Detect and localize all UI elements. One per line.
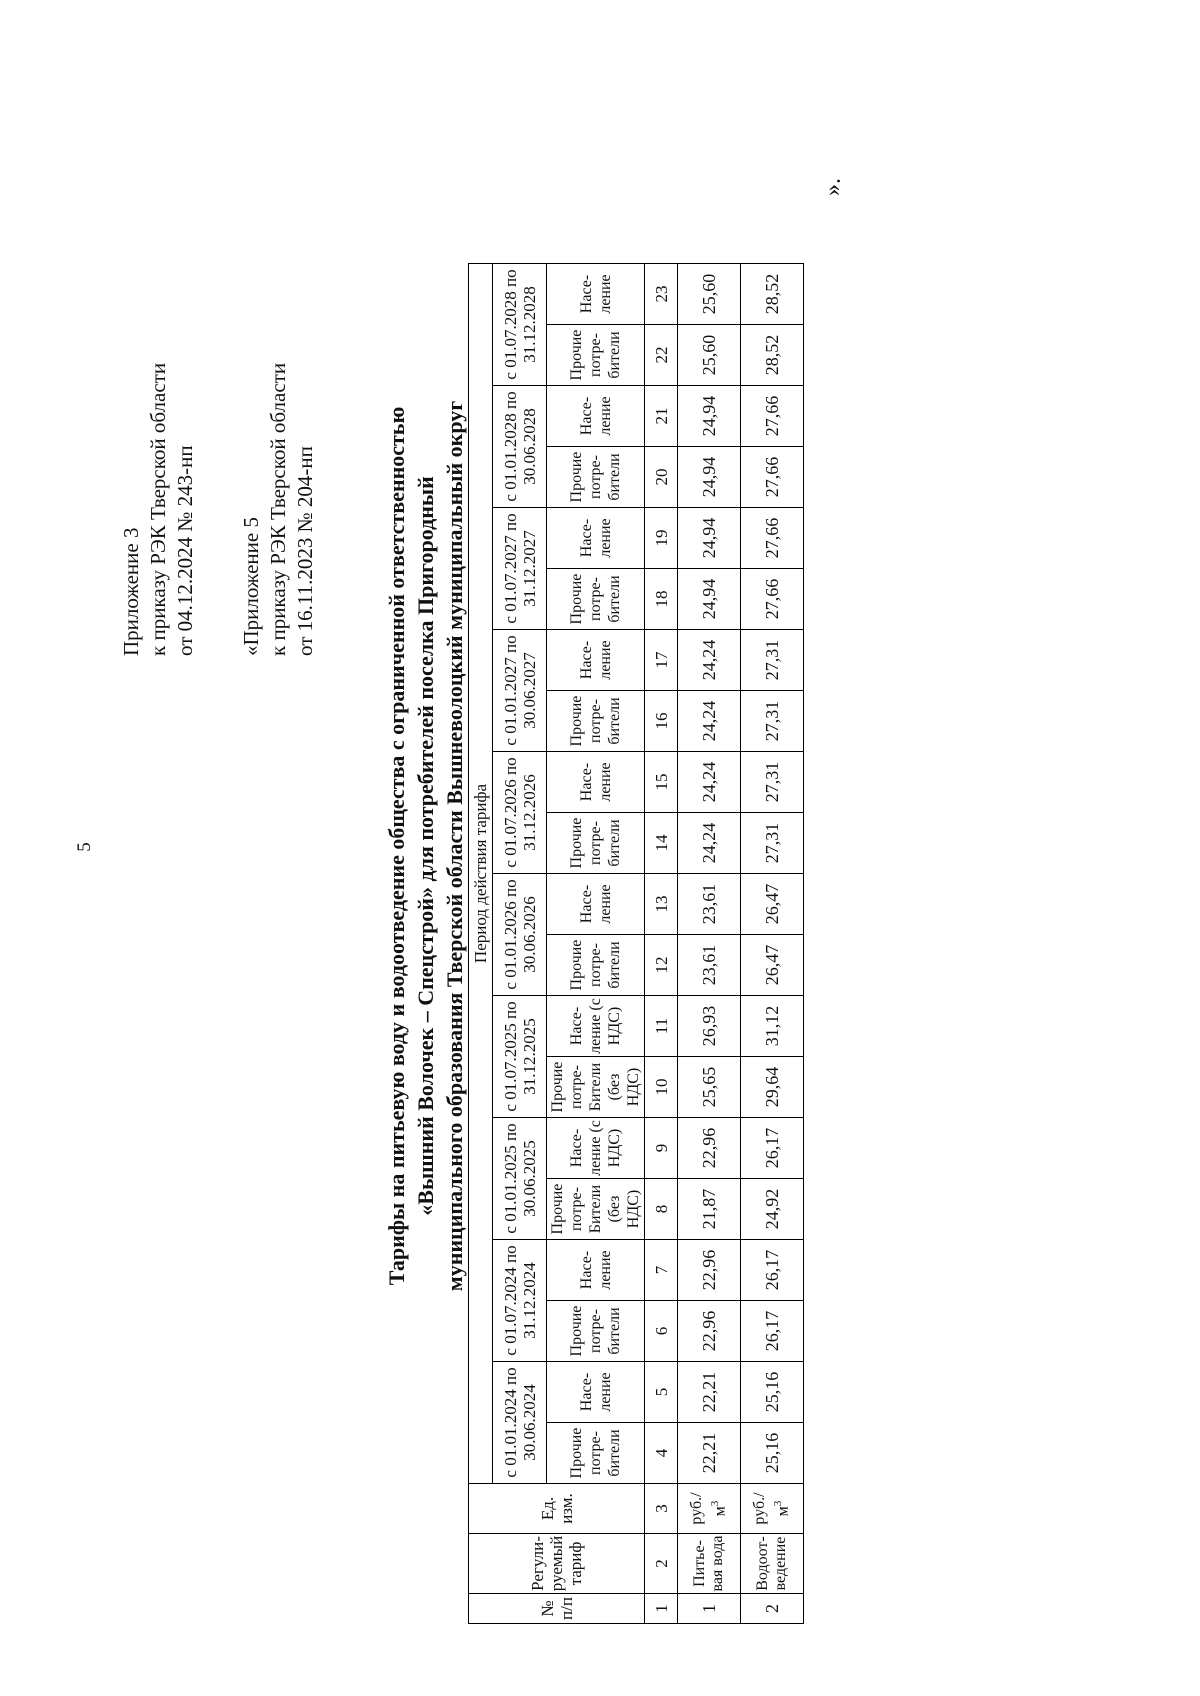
category-other: Прочие потре-бители	[547, 935, 645, 996]
title-line-2: «Вышний Волочек – Спецстрой» для потребителей поселка Пригородный	[413, 476, 438, 1216]
period-cell: с 01.01.2026 по 30.06.2026	[493, 874, 547, 996]
header-period: Период действия тарифа	[469, 264, 493, 1484]
table-row	[678, 264, 741, 1624]
header-unit: Ед. изм.	[469, 1484, 645, 1534]
category-other: Прочие потре-бители	[547, 813, 645, 874]
tariff-value-cell: 28,52	[741, 325, 804, 386]
tariff-value-cell: 26,47	[741, 935, 804, 996]
annex-new-line-3: от 04.12.2024 № 243-нп	[173, 445, 197, 656]
tariff-value-cell: 24,94	[678, 508, 741, 569]
column-number-cell: 4	[645, 1423, 678, 1484]
category-other: Прочие потре-бители	[547, 691, 645, 752]
tariff-value-cell: 25,60	[678, 325, 741, 386]
category-other: Прочие потре-бители	[547, 325, 645, 386]
category-other: Прочие потре-бители	[547, 1301, 645, 1362]
row-unit-superscript: 3	[709, 1500, 722, 1507]
column-number-cell: 8	[645, 1179, 678, 1240]
title-line-1: Тарифы на питьевую воду и водоотведение общества с ограниченной ответственностью	[384, 406, 409, 1286]
tariff-value-cell: 24,24	[678, 630, 741, 691]
row-tariff-name: Водоот-ведение	[741, 1534, 804, 1594]
period-cell: с 01.07.2027 по 31.12.2027	[493, 508, 547, 630]
tariff-value-cell: 27,31	[741, 691, 804, 752]
period-cell: с 01.07.2024 по 31.12.2024	[493, 1240, 547, 1362]
category-population: Насе-ление	[547, 508, 645, 569]
tariff-table	[468, 263, 804, 1624]
tariff-value-cell: 27,31	[741, 813, 804, 874]
tariff-value-cell: 27,66	[741, 386, 804, 447]
document-title	[382, 146, 469, 1546]
annex-block-new	[118, 363, 199, 656]
period-cell: с 01.01.2027 по 30.06.2027	[493, 630, 547, 752]
row-unit-superscript: 3	[772, 1500, 785, 1507]
tariff-value-cell: 29,64	[741, 1057, 804, 1118]
category-other-no-vat: Прочие потре-Бители (без НДС)	[547, 1057, 645, 1118]
column-number-row	[645, 264, 678, 1624]
column-number-cell: 13	[645, 874, 678, 935]
tariff-value-cell: 27,66	[741, 569, 804, 630]
annex-new-line-2: к приказу РЭК Тверской области	[146, 362, 170, 656]
row-number: 2	[741, 1594, 804, 1624]
page-number: 5	[73, 842, 95, 852]
column-number-cell: 22	[645, 325, 678, 386]
annex-old-line-2: к приказу РЭК Тверской области	[266, 362, 290, 656]
category-population: Насе-ление	[547, 874, 645, 935]
category-other: Прочие потре-бители	[547, 569, 645, 630]
column-number-cell: 5	[645, 1362, 678, 1423]
category-population: Насе-ление	[547, 264, 645, 325]
tariff-value-cell: 24,24	[678, 752, 741, 813]
tariff-value-cell: 22,96	[678, 1118, 741, 1179]
tariff-value-cell: 21,87	[678, 1179, 741, 1240]
annex-old-line-3: от 16.11.2023 № 204-нп	[293, 446, 317, 656]
tariff-value-cell: 24,24	[678, 813, 741, 874]
column-number-cell: 14	[645, 813, 678, 874]
tariff-value-cell: 28,52	[741, 264, 804, 325]
category-other: Прочие потре-бители	[547, 1423, 645, 1484]
period-cell: с 01.07.2028 по 31.12.2028	[493, 264, 547, 386]
category-population: Насе-ление	[547, 630, 645, 691]
row-unit	[741, 1484, 804, 1534]
annex-block-old	[238, 363, 319, 656]
column-number-cell: 11	[645, 996, 678, 1057]
category-other-no-vat: Прочие потре-Бители (без НДС)	[547, 1179, 645, 1240]
title-line-3: муниципального образования Тверской области Вышневолоцкий муниципальный округ	[442, 400, 467, 1292]
period-cell: с 01.01.2025 по 30.06.2025	[493, 1118, 547, 1240]
row-unit-text: руб./м	[751, 1492, 792, 1525]
category-other: Прочие потре-бители	[547, 447, 645, 508]
tariff-value-cell: 27,66	[741, 447, 804, 508]
column-number-cell: 2	[645, 1534, 678, 1594]
row-number: 1	[678, 1594, 741, 1624]
column-number-cell: 9	[645, 1118, 678, 1179]
row-unit	[678, 1484, 741, 1534]
period-cell: с 01.07.2026 по 31.12.2026	[493, 752, 547, 874]
tariff-value-cell: 27,31	[741, 752, 804, 813]
column-number-cell: 12	[645, 935, 678, 996]
column-number-cell: 23	[645, 264, 678, 325]
tariff-value-cell: 26,93	[678, 996, 741, 1057]
tariff-value-cell: 23,61	[678, 874, 741, 935]
row-tariff-name: Питье-вая вода	[678, 1534, 741, 1594]
column-number-cell: 21	[645, 386, 678, 447]
column-number-cell: 10	[645, 1057, 678, 1118]
table-row	[741, 264, 804, 1624]
column-number-cell: 18	[645, 569, 678, 630]
category-population: Насе-ление	[547, 1362, 645, 1423]
period-cell: с 01.01.2024 по 30.06.2024	[493, 1362, 547, 1484]
tariff-value-cell: 25,60	[678, 264, 741, 325]
tariff-value-cell: 22,21	[678, 1423, 741, 1484]
closing-quote: ».	[820, 178, 846, 196]
tariff-value-cell: 26,17	[741, 1301, 804, 1362]
annex-old-line-1: «Приложение 5	[239, 517, 263, 656]
tariff-value-cell: 25,65	[678, 1057, 741, 1118]
period-cell: с 01.07.2025 по 31.12.2025	[493, 996, 547, 1118]
tariff-value-cell: 24,24	[678, 691, 741, 752]
row-unit-text: руб./м	[688, 1492, 729, 1525]
column-number-cell: 19	[645, 508, 678, 569]
category-population-vat: Насе-ление (с НДС)	[547, 1118, 645, 1179]
tariff-value-cell: 23,61	[678, 935, 741, 996]
tariff-value-cell: 22,96	[678, 1240, 741, 1301]
category-population: Насе-ление	[547, 752, 645, 813]
column-number-cell: 3	[645, 1484, 678, 1534]
category-population: Насе-ление	[547, 1240, 645, 1301]
column-number-cell: 6	[645, 1301, 678, 1362]
period-cell: с 01.01.2028 по 30.06.2028	[493, 386, 547, 508]
tariff-value-cell: 26,17	[741, 1118, 804, 1179]
header-no: № п/п	[469, 1594, 645, 1624]
category-population-vat: Насе-ление (с НДС)	[547, 996, 645, 1057]
tariff-value-cell: 24,94	[678, 386, 741, 447]
column-number-cell: 20	[645, 447, 678, 508]
header-tariff: Регули-руемый тариф	[469, 1534, 645, 1594]
tariff-value-cell: 27,66	[741, 508, 804, 569]
tariff-value-cell: 24,94	[678, 447, 741, 508]
tariff-value-cell: 22,96	[678, 1301, 741, 1362]
category-population: Насе-ление	[547, 386, 645, 447]
tariff-value-cell: 26,47	[741, 874, 804, 935]
tariff-value-cell: 25,16	[741, 1362, 804, 1423]
column-number-cell: 15	[645, 752, 678, 813]
column-number-cell: 7	[645, 1240, 678, 1301]
tariff-value-cell: 24,94	[678, 569, 741, 630]
tariff-value-cell: 27,31	[741, 630, 804, 691]
tariff-value-cell: 31,12	[741, 996, 804, 1057]
tariff-value-cell: 24,92	[741, 1179, 804, 1240]
tariff-value-cell: 26,17	[741, 1240, 804, 1301]
column-number-cell: 1	[645, 1594, 678, 1624]
tariff-value-cell: 25,16	[741, 1423, 804, 1484]
tariff-value-cell: 22,21	[678, 1362, 741, 1423]
annex-new-line-1: Приложение 3	[119, 527, 143, 656]
column-number-cell: 17	[645, 630, 678, 691]
column-number-cell: 16	[645, 691, 678, 752]
